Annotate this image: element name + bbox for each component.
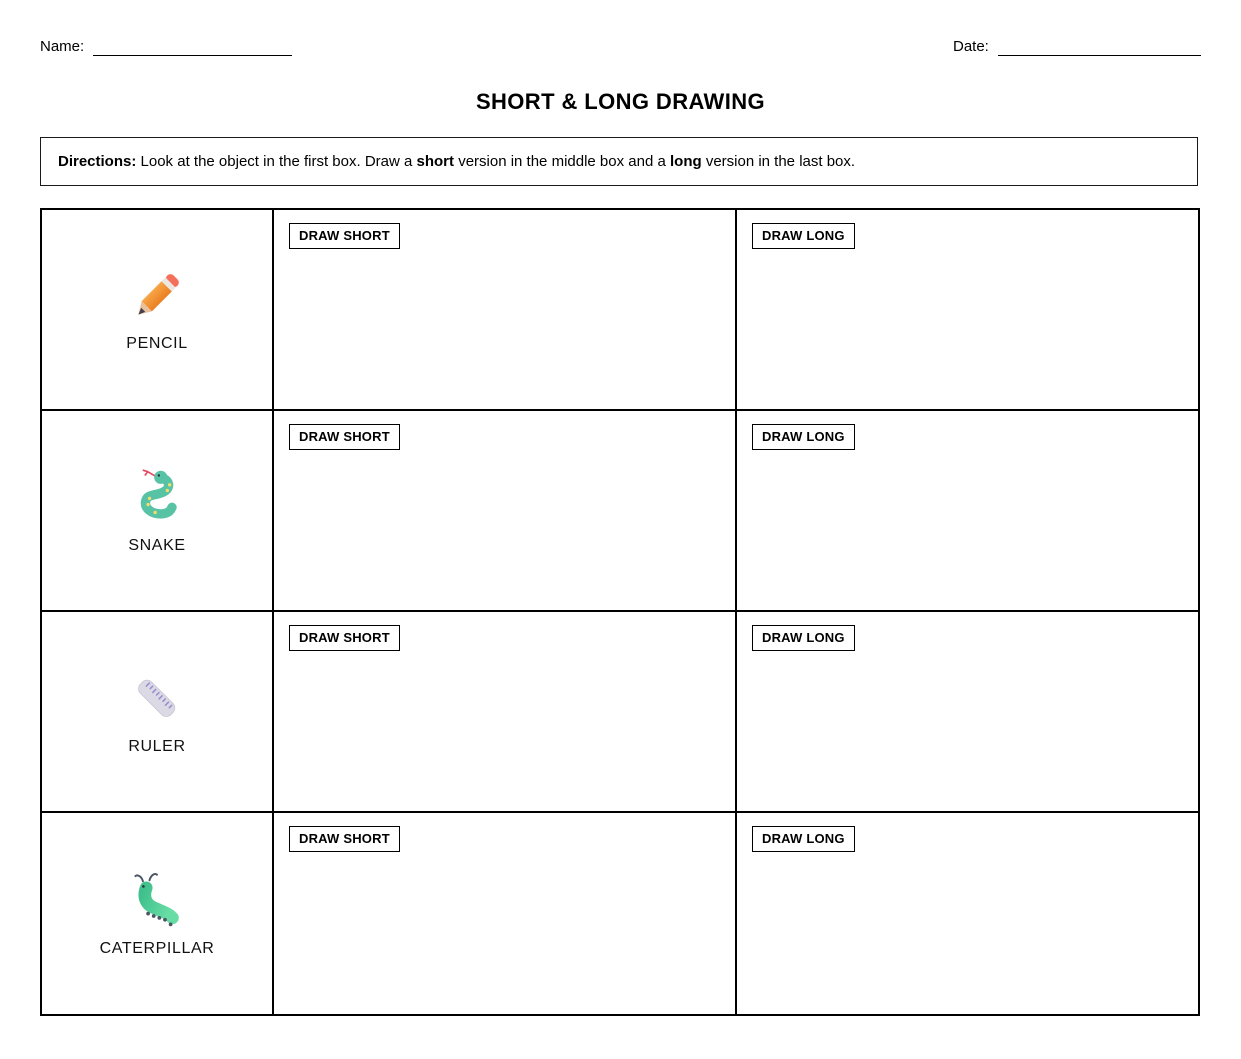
date-field [953, 38, 1201, 56]
draw-short-cell-caterpillar[interactable] [274, 813, 737, 1014]
object-label: RULER [128, 737, 186, 755]
pencil-icon [128, 267, 186, 325]
object-label: SNAKE [128, 536, 186, 554]
draw-long-tag: DRAW LONG [752, 826, 855, 852]
name-field [40, 38, 292, 56]
directions-text: Look at the object in the first box. Draw a [136, 153, 417, 170]
draw-short-tag: DRAW SHORT [289, 424, 400, 450]
ruler-icon [127, 668, 187, 728]
date-label: Date: [953, 38, 989, 55]
caterpillar-icon [126, 870, 188, 930]
draw-long-tag: DRAW LONG [752, 625, 855, 651]
draw-short-tag: DRAW SHORT [289, 223, 400, 249]
object-label: PENCIL [126, 334, 188, 352]
object-cell-snake [42, 411, 274, 612]
directions-text: version in the last box. [701, 153, 856, 170]
draw-long-cell-ruler[interactable] [737, 612, 1198, 813]
directions-label: Directions: [58, 153, 137, 170]
draw-long-cell-snake[interactable] [737, 411, 1198, 612]
directions-bold-long: long [669, 153, 702, 170]
name-label: Name: [40, 38, 85, 55]
date-blank-line[interactable] [998, 41, 1201, 56]
object-cell-pencil [42, 210, 274, 411]
draw-short-cell-snake[interactable] [274, 411, 737, 612]
draw-short-cell-pencil[interactable] [274, 210, 737, 411]
draw-long-tag: DRAW LONG [752, 424, 855, 450]
object-cell-caterpillar [42, 813, 274, 1014]
draw-short-tag: DRAW SHORT [289, 625, 400, 651]
name-blank-line[interactable] [93, 41, 292, 56]
draw-long-cell-pencil[interactable] [737, 210, 1198, 411]
directions-text: version in the middle box and a [454, 153, 670, 170]
snake-icon [127, 467, 187, 527]
directions-bold-short: short [416, 153, 455, 170]
directions-box [40, 137, 1198, 186]
draw-short-tag: DRAW SHORT [289, 826, 400, 852]
object-cell-ruler [42, 612, 274, 813]
object-label: CATERPILLAR [99, 939, 215, 957]
draw-long-tag: DRAW LONG [752, 223, 855, 249]
draw-short-cell-ruler[interactable] [274, 612, 737, 813]
page-title: SHORT & LONG DRAWING [475, 89, 766, 114]
draw-long-cell-caterpillar[interactable] [737, 813, 1198, 1014]
worksheet-table [40, 208, 1200, 1016]
